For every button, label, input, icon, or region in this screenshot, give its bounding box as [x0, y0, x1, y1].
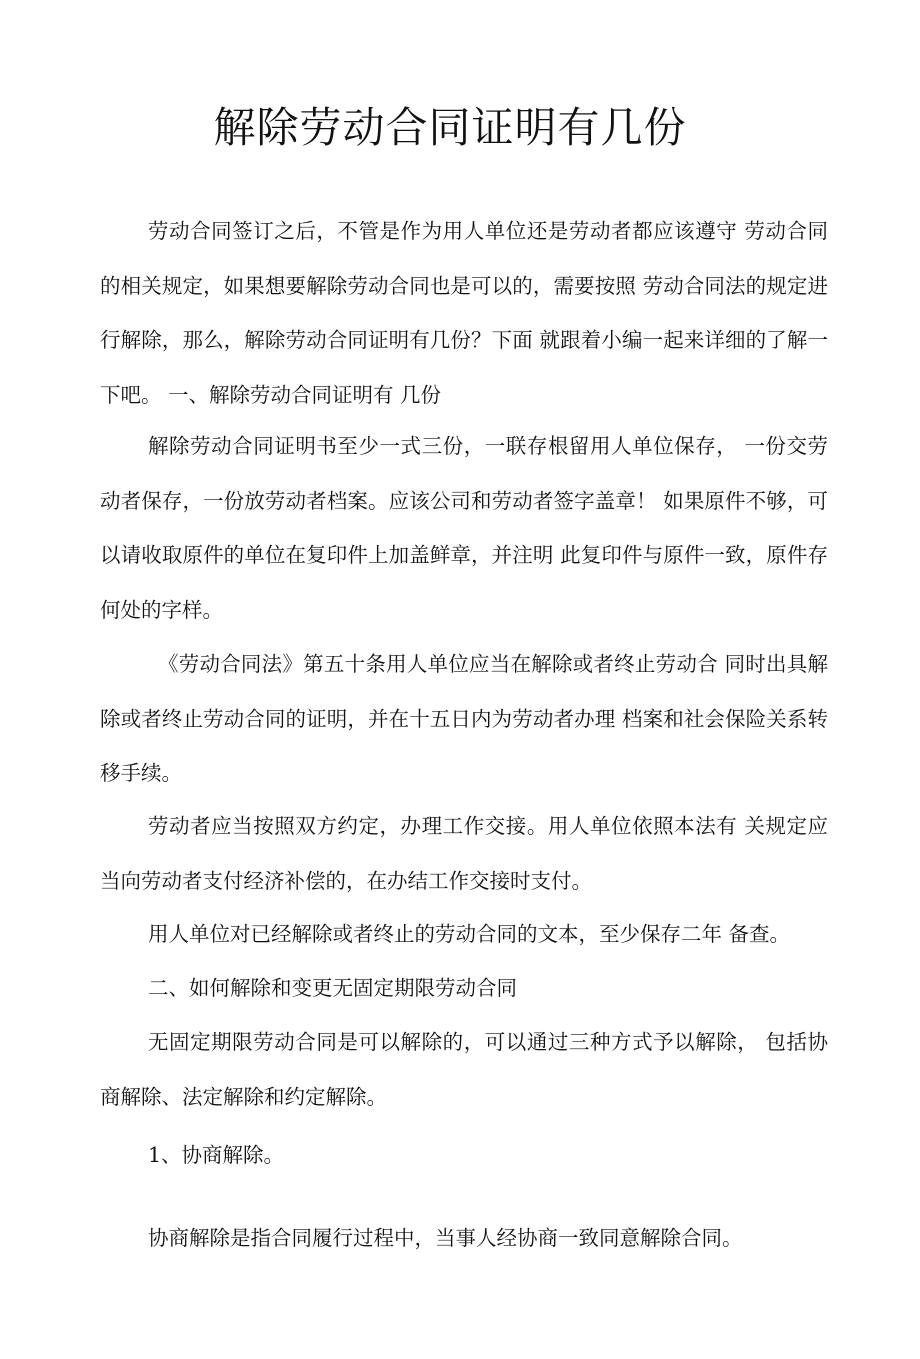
paragraph-law-article-50: 《劳动合同法》第五十条用人单位应当在解除或者终止劳动合 同时出具解除或者终止劳动合同的证明，并在十五日内为劳动者办理 档案和社会保险关系转移手续。 [100, 652, 828, 785]
document-title: 解除劳动合同证明有几份 [213, 103, 687, 152]
paragraph-handover: 劳动者应当按照双方约定，办理工作交接。用人单位依照本法有 关规定应当向劳动者支付经济补偿的，在办结工作交接时支付。 [100, 814, 828, 893]
paragraph-intro: 劳动合同签订之后，不管是作为用人单位还是劳动者都应该遵守 劳动合同的相关规定，如果想要解除劳动合同也是可以的，需要按照 劳动合同法的规定进行解除，那么，解除劳动合同证明有几份？下面 就跟着小编一起来详细的了解一下吧。 一、解除劳动合同证明有 几份 [100, 219, 828, 407]
paragraph-copies: 解除劳动合同证明书至少一式三份，一联存根留用人单位保存， 一份交劳动者保存，一份放劳动者档案。应该公司和劳动者签字盖章！ 如果原件不够，可以请收取原件的单位在复印件上加盖鲜章，并注明 此复印件与原件一致，原件存何处的字样。 [100, 434, 828, 622]
section-heading-open-ended: 二、如何解除和变更无固定期限劳动合同 [148, 976, 517, 1000]
paragraph-negotiated-definition: 协商解除是指合同履行过程中，当事人经协商一致同意解除合同。 [148, 1226, 743, 1250]
paragraph-three-methods: 无固定期限劳动合同是可以解除的，可以通过三种方式予以解除， 包括协商解除、法定解除和约定解除。 [100, 1030, 828, 1109]
subheading-negotiated: 1、协商解除。 [148, 1143, 285, 1167]
paragraph-retention: 用人单位对已经解除或者终止的劳动合同的文本，至少保存二年 备查。 [148, 922, 791, 946]
